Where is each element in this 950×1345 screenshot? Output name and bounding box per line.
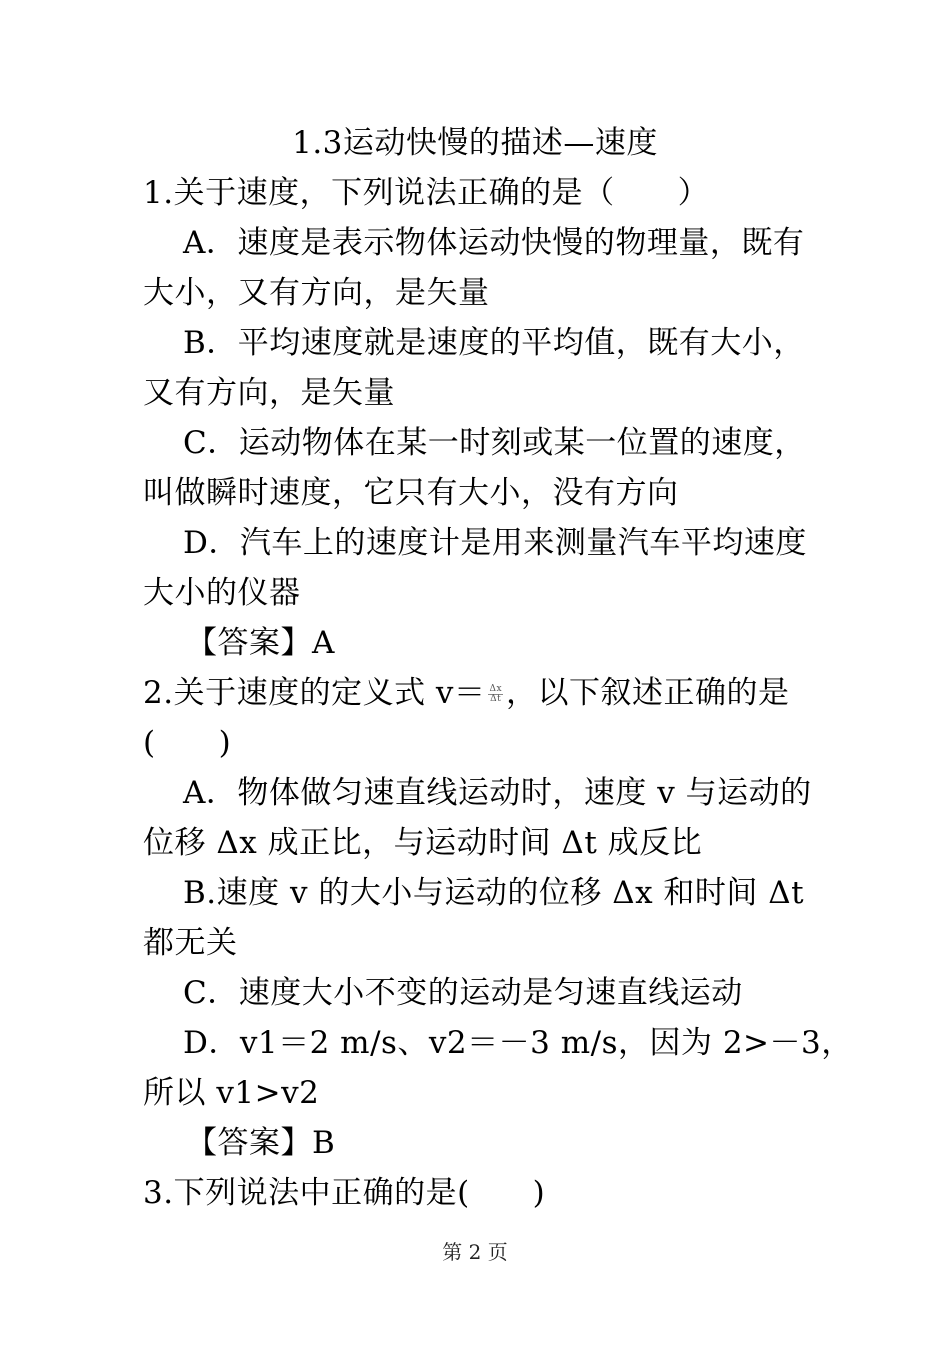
q3-stem: 3.下列说法中正确的是( ) — [143, 1175, 546, 1211]
q1-answer: 【答案】A — [186, 625, 335, 661]
q2-option-d: D．v1＝2 m/s、v2＝－3 m/s，因为 2>－3， — [183, 1025, 853, 1061]
fraction-denominator: Δt — [490, 693, 502, 704]
velocity-fraction — [488, 685, 503, 704]
q1-option-b-cont: 又有方向，是矢量 — [143, 375, 395, 411]
q2-stem — [143, 673, 790, 713]
q1-option-c-cont: 叫做瞬时速度，它只有大小，没有方向 — [143, 475, 679, 511]
q2-option-a-cont: 位移 Δx 成正比，与运动时间 Δt 成反比 — [143, 825, 703, 861]
q2-stem-post: ，以下叙述正确的是 — [506, 675, 790, 711]
page-title: 1.3运动快慢的描述—速度 — [292, 125, 658, 161]
q2-option-c: C．速度大小不变的运动是匀速直线运动 — [183, 975, 743, 1011]
fraction-numerator: Δx — [489, 683, 503, 694]
q1-option-c: C．运动物体在某一时刻或某一位置的速度， — [183, 425, 806, 461]
q1-option-d-cont: 大小的仪器 — [143, 575, 301, 611]
q1-stem: 1.关于速度，下列说法正确的是（ ） — [143, 175, 710, 211]
q2-stem-pre: 2.关于速度的定义式 v＝ — [143, 675, 486, 711]
q2-option-b: B.速度 v 的大小与运动的位移 Δx 和时间 Δt — [183, 875, 805, 911]
q2-answer: 【答案】B — [186, 1125, 336, 1161]
q1-option-a: A．速度是表示物体运动快慢的物理量，既有 — [183, 225, 805, 261]
q2-option-d-cont: 所以 v1>v2 — [143, 1075, 320, 1111]
q1-option-a-cont: 大小，又有方向，是矢量 — [143, 275, 490, 311]
q1-option-d: D．汽车上的速度计是用来测量汽车平均速度 — [183, 525, 807, 561]
q2-option-a: A．物体做匀速直线运动时，速度 v 与运动的 — [183, 775, 812, 811]
q2-stem-cont: ( ) — [143, 725, 232, 761]
q2-option-b-cont: 都无关 — [143, 925, 238, 961]
q1-option-b: B．平均速度就是速度的平均值，既有大小， — [183, 325, 805, 361]
page-number: 第 2 页 — [442, 1240, 508, 1264]
